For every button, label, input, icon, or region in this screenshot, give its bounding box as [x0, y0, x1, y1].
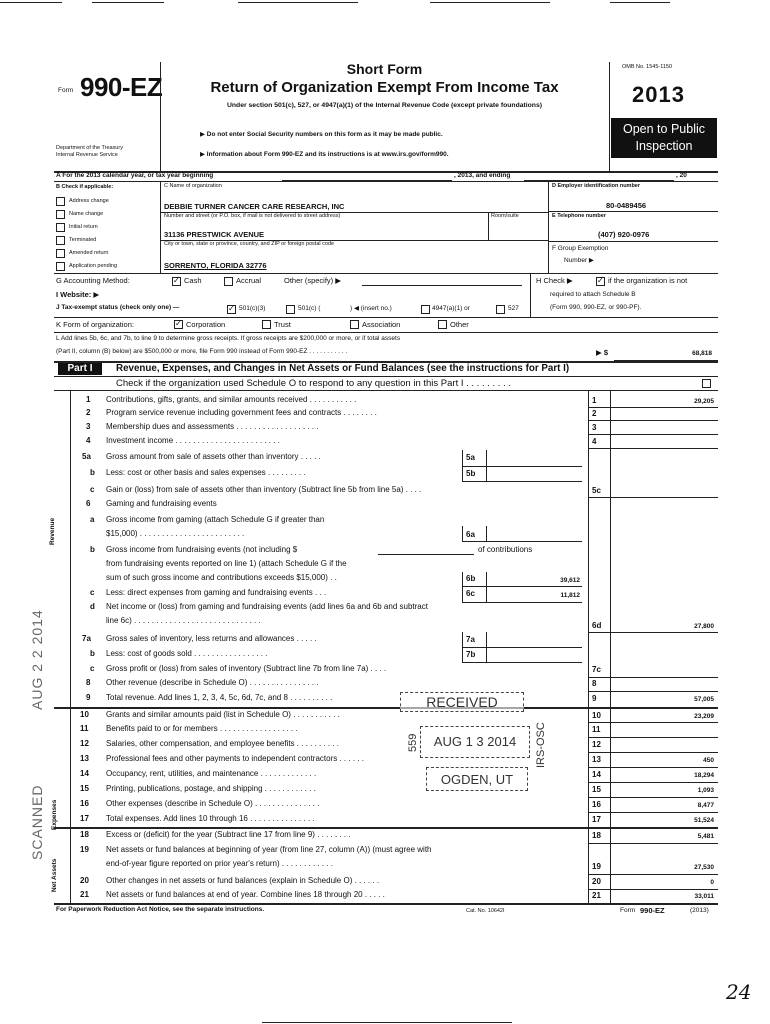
open-to-public-box [611, 118, 717, 158]
checkbox-name-change [56, 210, 65, 219]
line-15-amount: 1,093 [697, 787, 714, 794]
scanned-stamp: SCANNED [29, 784, 45, 860]
organization-name: DEBBIE TURNER CANCER CARE RESEARCH, INC [164, 202, 345, 211]
line-9-number: 9 [86, 693, 91, 702]
line-6b-text2: from fundraising events reported on line 1) (attach Schedule G if the [106, 559, 347, 568]
line-20-text: Other changes in net assets or fund balances (explain in Schedule O) . . . . . . [106, 876, 380, 885]
line-14-amount: 18,294 [694, 772, 714, 779]
expenses-side-label: Expenses [51, 799, 58, 830]
part-i-tag [58, 363, 102, 375]
line-5a-number: 5a [82, 452, 91, 461]
option-corporation: Corporation [186, 320, 226, 329]
footer-year: (2013) [690, 907, 709, 914]
line-3-box: 3 [592, 423, 597, 432]
net-assets-side-label: Net Assets [51, 858, 58, 892]
line-13-box: 13 [592, 755, 601, 764]
inspection: Inspection [635, 139, 693, 153]
line-6b-box: 6b [466, 574, 476, 583]
stamp-side-right: IRS-OSC [535, 722, 547, 768]
gross-receipts-amount: 68,818 [692, 350, 712, 357]
line-14-box: 14 [592, 770, 601, 779]
line-1-text: Contributions, gifts, grants, and similar amounts received . . . . . . . . . . . [106, 395, 357, 404]
line-6b-text: Gross income from fundraising events (not including $ [106, 545, 298, 554]
line-5b-box: 5b [466, 469, 476, 478]
line-5a-box: 5a [466, 453, 475, 462]
line-13-text: Professional fees and other payments to independent contractors . . . . . . [106, 754, 364, 763]
line-6b-text3: sum of such gross income and contributions exceeds $15,000) . . [106, 573, 337, 582]
checkbox-initial-return [56, 223, 65, 232]
omb-number: OMB No. 1545-1150 [622, 64, 673, 70]
line-g-label: G Accounting Method: [56, 276, 130, 285]
scanned-stamp-date: AUG 2 2 2014 [29, 609, 45, 710]
notice-info: ▶ Information about Form 990-EZ and its instructions is at www.irs.gov/form990. [200, 151, 449, 158]
line-10-text: Grants and similar amounts paid (list in Schedule O) . . . . . . . . . . . [106, 710, 340, 719]
line-6a-text2: $15,000) . . . . . . . . . . . . . . . . . . . . . . . . [106, 529, 245, 538]
line-6d-text2: line 6c) . . . . . . . . . . . . . . . . . . . . . . . . . . . . . [106, 616, 261, 625]
city-state-zip: SORRENTO, FLORIDA 32776 [164, 261, 267, 270]
line-4-box: 4 [592, 437, 597, 446]
line-19-box: 19 [592, 862, 601, 871]
line-13-number: 13 [80, 754, 89, 763]
line-h-line3: (Form 990, 990-EZ, or 990-PF). [550, 304, 642, 311]
line-7a-text: Gross sales of inventory, less returns and allowances . . . . . [106, 634, 317, 643]
part-i-tag-text: Part I [67, 363, 93, 374]
section-e-label: E Telephone number [552, 213, 606, 219]
option-address-change: Address change [69, 198, 109, 204]
line-l-text2: (Part II, column (B) below) are $500,000 or more, file Form 990 instead of Form 990-EZ . . . . . . . . . . . [56, 348, 348, 355]
option-4947: 4947(a)(1) or [432, 305, 470, 312]
line-12-number: 12 [80, 739, 89, 748]
option-amended-return: Amended return [69, 250, 109, 256]
option-insert-no: ) ◀ (insert no.) [350, 305, 392, 312]
line-6-text: Gaming and fundraising events [106, 499, 217, 508]
line-15-box: 15 [592, 785, 601, 794]
line-14-number: 14 [80, 769, 89, 778]
handwritten-page-mark: 24 [726, 980, 752, 1004]
line-21-box: 21 [592, 891, 601, 900]
checkbox-schedule-o [702, 379, 711, 388]
line-5c-letter: c [90, 485, 95, 494]
received-stamp-top [400, 692, 524, 712]
line-18-amount: 5,481 [697, 833, 714, 840]
received-stamp-text: RECEIVED [426, 694, 498, 710]
option-trust: Trust [274, 320, 291, 329]
line-6-number: 6 [86, 499, 91, 508]
form-subtitle: Under section 501(c), 527, or 4947(a)(1) of the Internal Revenue Code (except private foundations) [227, 102, 542, 109]
option-527: 527 [508, 305, 519, 312]
checkbox-application-pending [56, 262, 65, 271]
option-application-pending: Application pending [69, 263, 118, 269]
line-17-box: 17 [592, 815, 601, 824]
line-5a-text: Gross amount from sale of assets other than inventory . . . . . [106, 452, 321, 461]
received-stamp-date-box [420, 726, 530, 758]
line-7a-number: 7a [82, 634, 91, 643]
checkbox-terminated [56, 236, 65, 245]
line-7b-text: Less: cost of goods sold . . . . . . . . . . . . . . . . . [106, 649, 268, 658]
checkbox-501c [286, 305, 295, 314]
line-6c-box: 6c [466, 589, 475, 598]
form-number: 990-EZ [80, 72, 163, 102]
footer-paperwork-notice: For Paperwork Reduction Act Notice, see the separate instructions. [56, 906, 265, 913]
line-9-text: Total revenue. Add lines 1, 2, 3, 4, 5c, 6d, 7c, and 8 . . . . . . . . . . [106, 693, 333, 702]
line-5c-box: 5c [592, 486, 601, 495]
line-6c-amount: 11,812 [560, 592, 580, 599]
title-short-form: Short Form [346, 61, 423, 77]
checkbox-4947 [421, 305, 430, 314]
line-18-text: Excess or (deficit) for the year (Subtract line 17 from line 9) . . . . . . . . [106, 830, 351, 839]
checkbox-501c3 [227, 305, 236, 314]
line-1-box: 1 [592, 396, 597, 405]
checkbox-cash [172, 277, 181, 286]
line-17-number: 17 [80, 814, 89, 823]
line-13-amount: 450 [703, 757, 714, 764]
checkbox-amended-return [56, 249, 65, 258]
line-h-text: if the organization is not [608, 276, 688, 285]
line-6a-letter: a [90, 515, 95, 524]
line-7c-box: 7c [592, 665, 601, 674]
line-12-text: Salaries, other compensation, and employee benefits . . . . . . . . . . [106, 739, 340, 748]
line-10-number: 10 [80, 710, 89, 719]
line-20-amount: 0 [710, 879, 714, 886]
room-suite-label: Room/suite [491, 213, 519, 219]
line-16-amount: 8,477 [697, 802, 714, 809]
line-14-text: Occupancy, rent, utilities, and maintenance . . . . . . . . . . . . . [106, 769, 317, 778]
section-c-label: C Name of organization [164, 183, 222, 189]
received-stamp-date: AUG 1 3 2014 [433, 734, 517, 749]
part-i-schedule-o-check: Check if the organization used Schedule O to respond to any question in this Part I . . . . . . . . . [116, 378, 511, 389]
line-2-box: 2 [592, 409, 597, 418]
line-18-box: 18 [592, 831, 601, 840]
department-line1: Department of the Treasury [56, 145, 123, 151]
option-other: Other [450, 320, 469, 329]
line-6d-letter: d [90, 602, 95, 611]
checkbox-association [350, 320, 359, 329]
option-initial-return: Initial return [69, 224, 98, 230]
line-4-text: Investment income . . . . . . . . . . . . . . . . . . . . . . . . [106, 436, 280, 445]
line-i-website: I Website: ▶ [56, 290, 100, 299]
line-h-label: H Check ▶ [536, 276, 573, 285]
line-a-mid: , 2013, and ending [454, 172, 511, 179]
line-8-text: Other revenue (describe in Schedule O) . . . . . . . . . . . . . . . . [106, 678, 319, 687]
line-a-label: A For the 2013 calendar year, or tax year beginning [56, 172, 214, 179]
line-6b-letter: b [90, 545, 95, 554]
line-5b-letter: b [90, 468, 95, 477]
line-8-box: 8 [592, 679, 597, 688]
line-20-box: 20 [592, 877, 601, 886]
section-f-number: Number ▶ [564, 257, 594, 264]
revenue-side-label: Revenue [49, 517, 56, 545]
line-8-number: 8 [86, 678, 91, 687]
line-6b-text-contrib: of contributions [478, 545, 533, 554]
line-19-text2: end-of-year figure reported on prior year's return) . . . . . . . . . . . . [106, 859, 333, 868]
notice-ssn: ▶ Do not enter Social Security numbers on this form as it may be made public. [200, 131, 443, 138]
line-19-number: 19 [80, 845, 89, 854]
line-7b-letter: b [90, 649, 95, 658]
line-6d-box: 6d [592, 621, 602, 630]
line-18-number: 18 [80, 830, 89, 839]
line-6d-amount: 27,800 [694, 623, 714, 630]
line-h-line2: required to attach Schedule B [550, 291, 636, 298]
line-7b-box: 7b [466, 650, 476, 659]
option-accrual: Accrual [236, 276, 262, 285]
form-word: Form [58, 87, 74, 94]
line-17-amount: 51,524 [694, 817, 714, 824]
line-6a-text: Gross income from gaming (attach Schedule G if greater than [106, 515, 325, 524]
line-21-amount: 33,011 [694, 893, 714, 900]
option-association: Association [362, 320, 401, 329]
checkbox-accrual [224, 277, 233, 286]
phone-value: (407) 920-0976 [598, 230, 650, 239]
line-6b-amount: 39,612 [560, 577, 580, 584]
line-11-text: Benefits paid to or for members . . . . . . . . . . . . . . . . . . [106, 724, 298, 733]
option-cash: Cash [184, 276, 202, 285]
option-name-change: Name change [69, 211, 104, 217]
line-k-label: K Form of organization: [56, 320, 134, 329]
line-15-number: 15 [80, 784, 89, 793]
option-501c: 501(c) ( [298, 305, 321, 312]
line-17-text: Total expenses. Add lines 10 through 16 . . . . . . . . . . . . . . . [106, 814, 315, 823]
line-20-number: 20 [80, 876, 89, 885]
street-address: 31136 PRESTWICK AVENUE [164, 230, 265, 239]
line-9-amount: 57,005 [694, 696, 714, 703]
line-16-number: 16 [80, 799, 89, 808]
option-terminated: Terminated [69, 237, 97, 243]
checkbox-schedule-b [596, 277, 605, 286]
line-a-end: , 20 [676, 172, 687, 179]
footer-form-word: Form [620, 907, 636, 914]
line-4-number: 4 [86, 436, 91, 445]
street-label: Number and street (or P.O. box, if mail is not delivered to street address) [164, 213, 341, 219]
line-10-box: 10 [592, 711, 601, 720]
received-stamp-city-box [426, 767, 528, 791]
tax-year: 2013 [632, 82, 685, 107]
line-9-box: 9 [592, 694, 597, 703]
line-5b-text: Less: cost or other basis and sales expenses . . . . . . . . . [106, 468, 306, 477]
checkbox-corporation [174, 320, 183, 329]
ein-value: 80-0489456 [606, 201, 647, 210]
section-b-label: B Check if applicable: [56, 184, 114, 190]
line-19-text: Net assets or fund balances at beginning of year (from line 27, column (A)) (must agree with [106, 845, 432, 854]
checkbox-address-change [56, 197, 65, 206]
checkbox-other [438, 320, 447, 329]
footer-cat-number: Cat. No. 10642I [466, 908, 505, 914]
line-21-number: 21 [80, 890, 89, 899]
line-1-amount: 29,205 [694, 398, 714, 405]
line-l-arrow: ▶ $ [596, 348, 609, 357]
section-d-label: D Employer identification number [552, 183, 641, 189]
checkbox-527 [496, 305, 505, 314]
line-6c-text: Less: direct expenses from gaming and fundraising events . . . [106, 588, 327, 597]
line-11-box: 11 [592, 725, 601, 734]
line-6a-box: 6a [466, 530, 475, 539]
line-l-text1: L Add lines 5b, 6c, and 7b, to line 9 to determine gross receipts. If gross receipts are $200,000 or more, or if total assets [56, 335, 401, 342]
department-line2: Internal Revenue Service [56, 152, 118, 158]
line-7c-letter: c [90, 664, 95, 673]
line-16-box: 16 [592, 800, 601, 809]
received-stamp-city: OGDEN, UT [440, 772, 514, 787]
line-7c-text: Gross profit or (loss) from sales of inventory (Subtract line 7b from line 7a) . . . . [106, 664, 387, 673]
line-7a-box: 7a [466, 635, 475, 644]
line-10-amount: 23,209 [694, 713, 714, 720]
line-16-text: Other expenses (describe in Schedule O) . . . . . . . . . . . . . . . [106, 799, 320, 808]
line-j-label: J Tax-exempt status (check only one) — [56, 304, 180, 311]
line-12-box: 12 [592, 740, 601, 749]
form-title: Return of Organization Exempt From Income Tax [210, 79, 559, 96]
line-11-number: 11 [80, 724, 89, 733]
open-to-public: Open to Public [623, 122, 705, 136]
line-3-number: 3 [86, 422, 91, 431]
line-1-number: 1 [86, 395, 91, 404]
line-2-text: Program service revenue including government fees and contracts . . . . . . . . [106, 408, 377, 417]
line-2-number: 2 [86, 408, 91, 417]
checkbox-trust [262, 320, 271, 329]
line-6d-text: Net income or (loss) from gaming and fundraising events (add lines 6a and 6b and subtract [106, 602, 428, 611]
line-19-amount: 27,530 [694, 864, 714, 871]
line-6c-letter: c [90, 588, 95, 597]
part-i-title: Revenue, Expenses, and Changes in Net Assets or Fund Balances (see the instructions for Part I) [116, 363, 570, 374]
line-21-text: Net assets or fund balances at end of year. Combine lines 18 through 20 . . . . . [106, 890, 385, 899]
city-label: City or town, state or province, country, and ZIP or foreign postal code [164, 241, 335, 247]
option-501c3: 501(c)(3) [239, 305, 266, 312]
line-15-text: Printing, publications, postage, and shipping . . . . . . . . . . . . [106, 784, 316, 793]
footer-form-number: 990-EZ [640, 906, 665, 915]
stamp-side-left: 559 [407, 733, 419, 752]
section-f-label: F Group Exemption [552, 245, 609, 252]
line-5c-text: Gain or (loss) from sale of assets other than inventory (Subtract line 5b from line 5a) . . . . [106, 485, 422, 494]
option-other-specify: Other (specify) ▶ [284, 276, 342, 285]
line-3-text: Membership dues and assessments . . . . . . . . . . . . . . . . . . . [106, 422, 319, 431]
